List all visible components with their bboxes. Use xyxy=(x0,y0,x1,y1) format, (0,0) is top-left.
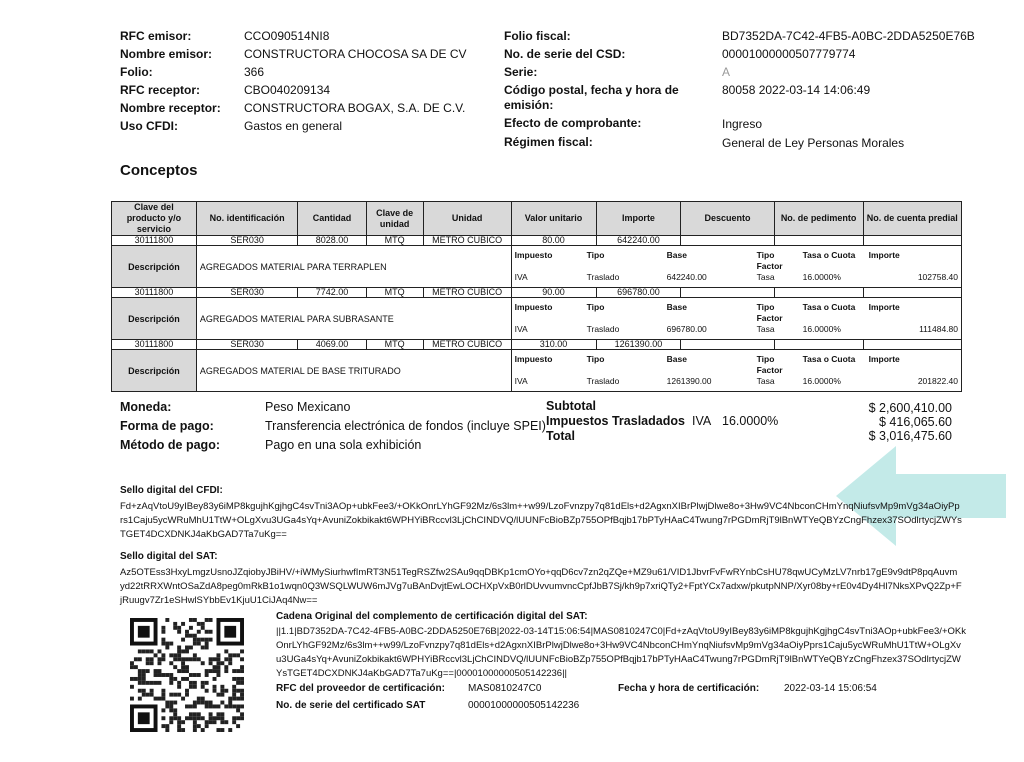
tax-factor: Tasa xyxy=(756,272,775,282)
description-row xyxy=(112,298,962,340)
rfc-receptor: CBO040209134 xyxy=(244,83,331,97)
cell-predial xyxy=(863,236,961,246)
col-cuenta-predial: No. de cuenta predial xyxy=(863,202,961,236)
tax-tasa: 16.0000% xyxy=(802,376,841,386)
tax-h-tasa: Tasa o Cuota xyxy=(802,250,856,260)
sello-sat-title: Sello digital del SAT: xyxy=(120,551,218,562)
cell-importe: 1261390.00 xyxy=(596,340,681,350)
cell-importe: 696780.00 xyxy=(596,288,681,298)
tax-h-tasa: Tasa o Cuota xyxy=(802,302,856,312)
rfc-emisor-label: RFC emisor: xyxy=(120,29,192,43)
cell-descuento xyxy=(681,236,774,246)
col-clave-unidad: Clave de unidad xyxy=(366,202,423,236)
nombre-receptor: CONSTRUCTORA BOGAX, S.A. DE C.V. xyxy=(244,101,466,115)
tax-h-impuesto: Impuesto xyxy=(514,354,553,364)
rfc-emisor: CCO090514NI8 xyxy=(244,29,330,43)
col-descuento: Descuento xyxy=(681,202,774,236)
moneda-label: Moneda: xyxy=(120,400,172,414)
tax-h-factor: Tipo Factor xyxy=(756,354,783,375)
tax-base: 696780.00 xyxy=(666,324,707,334)
cadena-text: ||1.1|BD7352DA-7C42-4FB5-A0BC-2DDA5250E76B|2022-03-14T15:06:54|MAS0810247C0|Fd+zAqVtoU9yIBey83y6iMP8kgujhKgjhgC4svTni3AOp+ubkFee3/+OKkOnrLYhGF92Mz/6s3lm++w99/LzoFvnzpy7q81dEls+d2AgxnXIBrPlwjDlwe8o+3Hw9VC4NbconCHmYnqNiufsvMp9mVg34aOiyPprs1Caju5ycWRuMhU1TtW+OLgXvu3UGa4sYq+AvuniZokbikakt6WPHYiBRccvl3LjChCINDVQ/lUUNFcBioBZp755OPfBqjb17bPTyHAaC4Twung7rPGDmRjT9lBnWTYeQBYzCngFhzex37SOdlrtycjZWYsTGET4DCXDNKJ4aKbGAD7Ta7uKg==|00001000000505142236|| xyxy=(276,626,966,679)
cell-valor: 310.00 xyxy=(511,340,596,350)
tax-tipo: Traslado xyxy=(586,324,620,334)
nombre-emisor: CONSTRUCTORA CHOCOSA SA DE CV xyxy=(244,47,467,61)
metodo: Pago en una sola exhibición xyxy=(265,438,422,452)
folio-fiscal: BD7352DA-7C42-4FB5-A0BC-2DDA5250E76B xyxy=(722,29,975,43)
tax-h-tipo: Tipo xyxy=(586,302,605,312)
tax-h-impuesto: Impuesto xyxy=(514,302,553,312)
tax-base: 1261390.00 xyxy=(666,376,712,386)
col-unidad: Unidad xyxy=(423,202,511,236)
cell-clave: 30111800 xyxy=(112,288,197,298)
col-clave: Clave del producto y/o servicio xyxy=(112,202,197,236)
tax-h-impuesto: Impuesto xyxy=(514,250,553,260)
conceptos-title: Conceptos xyxy=(120,162,198,179)
tax-factor: Tasa xyxy=(756,376,775,386)
cp-label-2: emisión: xyxy=(504,98,554,112)
cell-cantidad: 4069.00 xyxy=(298,340,366,350)
cell-cantidad: 8028.00 xyxy=(298,236,366,246)
tax-impuesto: IVA xyxy=(514,376,528,386)
nombre-receptor-label: Nombre receptor: xyxy=(120,101,221,115)
cell-pedimento xyxy=(774,288,863,298)
nombre-emisor-label: Nombre emisor: xyxy=(120,47,213,61)
efecto: Ingreso xyxy=(722,117,763,131)
col-valor-unitario: Valor unitario xyxy=(511,202,596,236)
tax-importe: 201822.40 xyxy=(917,376,958,386)
cell-unidad-clave: MTQ xyxy=(366,340,423,350)
moneda: Peso Mexicano xyxy=(265,400,351,414)
cell-clave: 30111800 xyxy=(112,236,197,246)
serie: A xyxy=(722,65,731,79)
impuestos-label: Impuestos Trasladados xyxy=(546,414,685,428)
iva-amount: $ 416,065.60 xyxy=(879,415,952,429)
table-row xyxy=(112,236,962,246)
tax-tipo: Traslado xyxy=(586,272,620,282)
cell-unidad-clave: MTQ xyxy=(366,236,423,246)
cell-id: SER030 xyxy=(196,288,297,298)
sello-cfdi-title: Sello digital del CFDI: xyxy=(120,485,223,496)
cell-predial xyxy=(863,288,961,298)
table-row xyxy=(112,288,962,298)
uso-cfdi-label: Uso CFDI: xyxy=(120,119,178,133)
cell-pedimento xyxy=(774,340,863,350)
cell-unidad: METRO CUBICO xyxy=(423,288,511,298)
serie-cert-label: No. de serie del certificado SAT xyxy=(276,700,426,711)
col-importe: Importe xyxy=(596,202,681,236)
tax-h-tipo: Tipo xyxy=(586,250,605,260)
tax-cell xyxy=(511,350,961,392)
tax-h-importe: Importe xyxy=(868,302,900,312)
tax-tasa: 16.0000% xyxy=(802,272,841,282)
cell-unidad: METRO CUBICO xyxy=(423,340,511,350)
cell-importe: 642240.00 xyxy=(596,236,681,246)
tax-cell xyxy=(511,246,961,288)
desc-label: Descripción xyxy=(112,350,197,392)
cell-valor: 80.00 xyxy=(511,236,596,246)
cell-unidad: METRO CUBICO xyxy=(423,236,511,246)
cell-valor: 90.00 xyxy=(511,288,596,298)
fecha-cert-label: Fecha y hora de certificación: xyxy=(618,683,760,694)
subtotal-label: Subtotal xyxy=(546,399,596,413)
total-label: Total xyxy=(546,429,575,443)
tax-importe: 102758.40 xyxy=(917,272,958,282)
table-row xyxy=(112,340,962,350)
desc-text: AGREGADOS MATERIAL PARA TERRAPLEN xyxy=(196,246,511,288)
sello-sat-text: Az5OTEss3HxyLmgzUsnoJZqiobyJBiHV/+iWMySiurhwfImRT3N51TegRSZfw2SAu9qqDBKp1cmOYo+qqD6cv7zn2qZQe+MZ9u61/VID1JbvrFvFwRYnbCsHU78qwUCyMzLV7nrb17gE9v9dtP8pqAuvmyd22tRRXWntOSaZdA8peg0mRkB1o1wqn0Q3WSQLWUW6mJVg7uBAnDvjtEwLOCHXpVxB0rlDUvvumvncCpfJbB7Sj/kh9p7xriQTy2+FptYCx7adxw/pkutpNNP/Xyr08by+rE0v4Dy4Hl7NksXPvQ2Zp+FjRuugv7Zr1eSHwlSYbbEv1KjuU1CiJAq4Nw== xyxy=(120,567,962,606)
forma: Transferencia electrónica de fondos (incluye SPEI) xyxy=(265,419,546,433)
rfc-receptor-label: RFC receptor: xyxy=(120,83,201,97)
regimen: General de Ley Personas Morales xyxy=(722,136,905,150)
cp-fecha: 80058 2022-03-14 14:06:49 xyxy=(722,83,871,97)
cell-cantidad: 7742.00 xyxy=(298,288,366,298)
col-cantidad: Cantidad xyxy=(298,202,366,236)
tax-tasa: 16.0000% xyxy=(802,324,841,334)
tax-h-importe: Importe xyxy=(868,354,900,364)
uso-cfdi: Gastos en general xyxy=(244,119,343,133)
iva-rate: 16.0000% xyxy=(722,414,779,428)
qr-code-icon xyxy=(130,618,244,732)
subtotal-amount: $ 2,600,410.00 xyxy=(868,401,952,415)
forma-label: Forma de pago: xyxy=(120,419,214,433)
cell-clave: 30111800 xyxy=(112,340,197,350)
serie-csd: 00001000000507779774 xyxy=(722,47,856,61)
cell-id: SER030 xyxy=(196,340,297,350)
cell-pedimento xyxy=(774,236,863,246)
tax-impuesto: IVA xyxy=(514,272,528,282)
description-row xyxy=(112,246,962,288)
table-header-row xyxy=(112,202,962,236)
iva-label: IVA xyxy=(692,414,712,428)
tax-h-factor: Tipo Factor xyxy=(756,250,783,271)
concepts-table xyxy=(111,201,962,392)
cell-id: SER030 xyxy=(196,236,297,246)
col-pedimento: No. de pedimento xyxy=(774,202,863,236)
tax-h-tipo: Tipo xyxy=(586,354,605,364)
serie-cert: 00001000000505142236 xyxy=(468,700,580,711)
serie-label: Serie: xyxy=(504,65,538,79)
tax-tipo: Traslado xyxy=(586,376,620,386)
tax-h-importe: Importe xyxy=(868,250,900,260)
serie-csd-label: No. de serie del CSD: xyxy=(504,47,626,61)
tax-cell xyxy=(511,298,961,340)
tax-h-factor: Tipo Factor xyxy=(756,302,783,323)
folio: 366 xyxy=(244,65,265,79)
rfc-prov-label: RFC del proveedor de certificación: xyxy=(276,683,445,694)
folio-label: Folio: xyxy=(120,65,153,79)
rfc-prov: MAS0810247C0 xyxy=(468,683,542,694)
tax-h-base: Base xyxy=(666,250,687,260)
folio-fiscal-label: Folio fiscal: xyxy=(504,29,571,43)
regimen-label: Régimen fiscal: xyxy=(504,135,593,149)
sello-cfdi-text: Fd+zAqVtoU9yIBey83y6iMP8kgujhKgjhgC4svTni3AOp+ubkFee3/+OKkOnrLYhGF92Mz/6s3lm++w99/LzoFvnzpy7q81dEls+d2AgxnXIBrPlwjDlwe8o+3Hw9VC4NbconCHmYnqNiufsvMp9mVg34aOiyPprs1Caju5ycWRuMhU1TtW+OLgXvu3UGa4sYq+AvuniZokbikakt6WPHYiBRccvl3LjChCINDVQ/lUUNFcBioBZp755OPfBqjb17bPTyHAaC4Twung7rPGDmRjT9lBnWTYeQBYzCngFhzex37SOdlrtycjZWYsTGET4DCXDNKJ4aKbGAD7Ta7uKg== xyxy=(120,501,962,540)
tax-factor: Tasa xyxy=(756,324,775,334)
tax-impuesto: IVA xyxy=(514,324,528,334)
cell-descuento xyxy=(681,288,774,298)
desc-label: Descripción xyxy=(112,246,197,288)
tax-h-tasa: Tasa o Cuota xyxy=(802,354,856,364)
desc-label: Descripción xyxy=(112,298,197,340)
cell-predial xyxy=(863,340,961,350)
total-amount: $ 3,016,475.60 xyxy=(868,429,952,443)
fecha-cert: 2022-03-14 15:06:54 xyxy=(784,683,877,694)
col-identificacion: No. identificación xyxy=(196,202,297,236)
tax-h-base: Base xyxy=(666,354,687,364)
metodo-label: Método de pago: xyxy=(120,438,220,452)
desc-text: AGREGADOS MATERIAL PARA SUBRASANTE xyxy=(196,298,511,340)
description-row xyxy=(112,350,962,392)
tax-importe: 111484.80 xyxy=(919,324,958,334)
tax-base: 642240.00 xyxy=(666,272,707,282)
cadena-title: Cadena Original del complemento de certificación digital del SAT: xyxy=(276,611,588,622)
tax-h-base: Base xyxy=(666,302,687,312)
cell-unidad-clave: MTQ xyxy=(366,288,423,298)
cp-label-1: Código postal, fecha y hora de xyxy=(504,83,679,97)
cell-descuento xyxy=(681,340,774,350)
desc-text: AGREGADOS MATERIAL DE BASE TRITURADO xyxy=(196,350,511,392)
efecto-label: Efecto de comprobante: xyxy=(504,116,642,130)
